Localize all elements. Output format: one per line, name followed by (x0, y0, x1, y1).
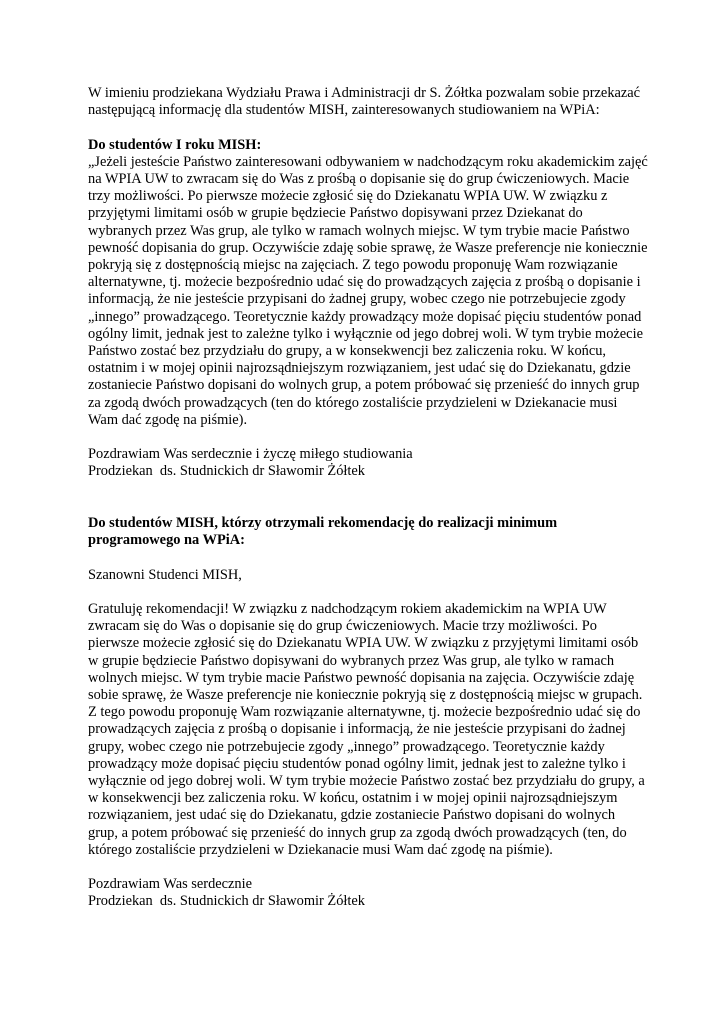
section1-signature: Prodziekan ds. Studnickich dr Sławomir Żółtek (88, 463, 365, 480)
section2-closing: Pozdrawiam Was serdecznie (88, 876, 253, 893)
section2-heading: Do studentów MISH, którzy otrzymali rekomendację do realizacji minimum programowego na WPiA: (88, 515, 558, 549)
section1-body: „Jeżeli jesteście Państwo zainteresowani odbywaniem w nadchodzącym roku akademickim zajęć na WPIA UW to zwracam się do Was z prośbą o dopisanie się do grup ćwiczeniowych. Macie trzy możliwości. Po pierwsze możecie zgłosić się do Dziekanatu WPIA UW. W związku z przyjętymi limitami osób w grupie będziecie Państwo dopisywani przez Dziekanat do wybranych przez Was grup, ale tylko w ramach wolnych miejsc. W tym trybie macie Państwo pewność dopisania do grup. Oczywiście zdaję sobie sprawę, że Wasze preferencje nie koniecznie pokryją się z dostępnością miejsc na zajęciach. Z tego powodu proponuję Wam rozwiązanie alternatywne, tj. możecie bezpośrednio udać się do prowadzących zajęcia z prośbą o dopisanie i informacją, że nie jesteście przypisani do żadnej grupy, wobec czego nie potrzebujecie zgody „innego” prowadzącego. Teoretycznie każdy prowadzący może dopisać pięciu studentów ponad ogólny limit, jednak jest to zależne tylko i wyłącznie od jego dobrej woli. W tym trybie możecie Państwo zostać bez przydziału do grupy, a w konsekwencji bez zaliczenia roku. W końcu, ostatnim i w mojej opinii najrozsądniejszym rozwiązaniem, jest udać się do Dziekanatu, gdzie zostaniecie Państwo dopisani do wolnych grup, a potem próbować się przenieść do innych grup za zgodą dwóch prowadzących (ten do którego zostaliście przydzieleni w Dziekanacie musi Wam dać zgodę na piśmie). (88, 153, 648, 428)
document-page (88, 85, 648, 911)
section1-closing: Pozdrawiam Was serdecznie i życzę miłego studiowania (88, 446, 413, 463)
intro-paragraph: W imieniu prodziekana Wydziału Prawa i Administracji dr S. Żółtka pozwalam sobie przekazać następującą informację dla studentów MISH, zainteresowanych studiowaniem na WPiA: (88, 85, 641, 119)
section1-heading: Do studentów I roku MISH: (88, 136, 262, 153)
spacer (88, 119, 648, 136)
spacer (88, 481, 648, 515)
section2-signature: Prodziekan ds. Studnickich dr Sławomir Żółtek (88, 893, 365, 910)
section2-salutation: Szanowni Studenci MISH, (88, 566, 242, 583)
spacer (88, 859, 648, 876)
spacer (88, 429, 648, 446)
spacer (88, 584, 648, 601)
section2-body: Gratuluję rekomendacji! W związku z nadchodzącym rokiem akademickim na WPIA UW zwracam się do Was o dopisanie się do grup ćwiczeniowych. Macie trzy możliwości. Po pierwsze możecie zgłosić się do Dziekanatu WPIA UW. W związku z przyjętymi limitami osób w grupie będziecie Państwo dopisywani do wybranych przez Was grup, ale tylko w ramach wolnych miejsc. W tym trybie macie Państwo pewność dopisania na zajęcia. Oczywiście zdaję sobie sprawę, że Wasze preferencje nie koniecznie pokryją się z dostępnością miejsc w grupach. Z tego powodu proponuję Wam rozwiązanie alternatywne, tj. możecie bezpośrednio udać się do prowadzących zajęcia z prośbą o dopisanie i informacją, że nie jesteście przypisani do żadnej grupy, wobec czego nie potrzebujecie zgody „innego” prowadzącego. Teoretycznie każdy prowadzący może dopisać pięciu studentów ponad ogólny limit, jednak jest to zależne tylko i wyłącznie od jego dobrej woli. W tym trybie możecie Państwo zostać bez przydziału do grupy, a w konsekwencji bez zaliczenia roku. W końcu, ostatnim i w mojej opinii najrozsądniejszym rozwiązaniem, jest udać się do Dziekanatu, gdzie zostaniecie Państwo dopisani do wolnych grup, a potem próbować się przenieść do innych grup za zgodą dwóch prowadzących (ten, do którego zostaliście przydzieleni w Dziekanacie musi Wam dać zgodę na piśmie). (88, 601, 645, 858)
spacer (88, 549, 648, 566)
